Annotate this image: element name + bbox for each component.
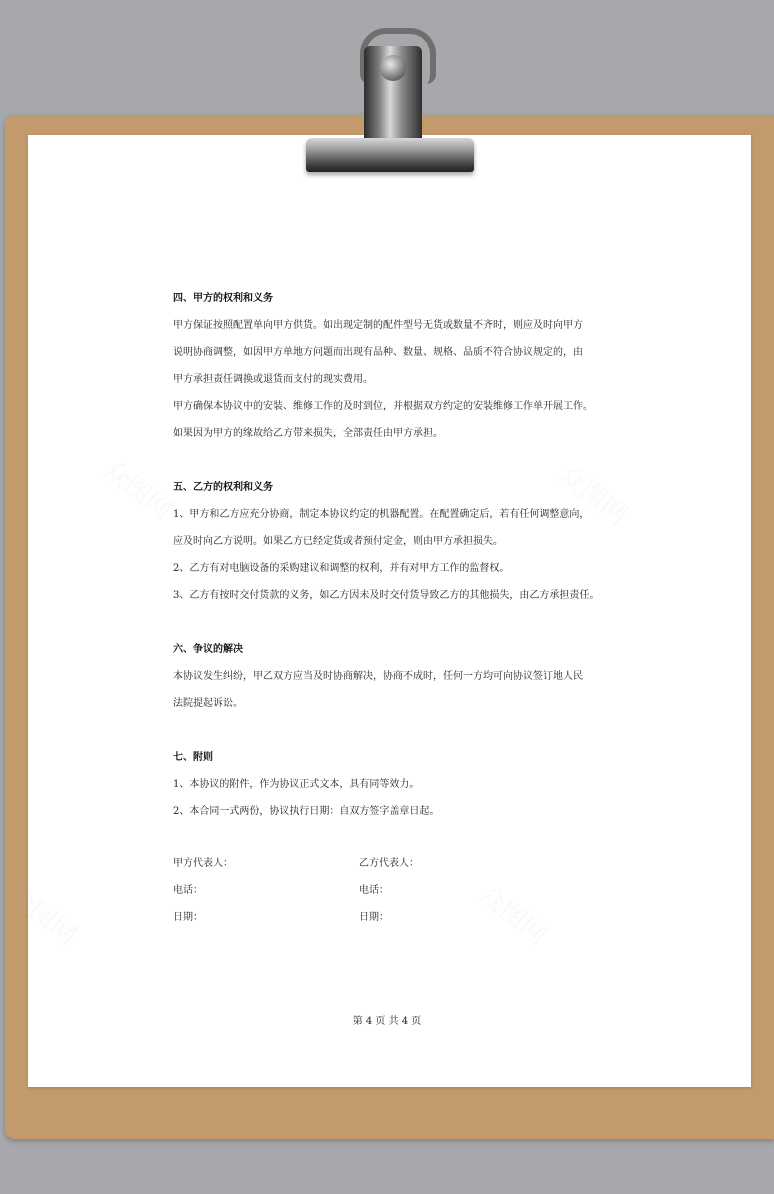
paragraph-line: 3、乙方有按时交付货款的义务，如乙方因未及时交付货导致乙方的其他损失，由乙方承担责任。 [173,590,600,601]
party-a-representative-label: 甲方代表人： [173,858,233,869]
paragraph-line: 如果因为甲方的缘故给乙方带来损失，全部责任由甲方承担。 [173,428,443,439]
watermark: 众图网 [552,459,633,532]
section-heading: 四、甲方的权利和义务 [173,293,273,304]
section-heading: 五、乙方的权利和义务 [173,482,273,493]
paragraph-line: 1、甲方和乙方应充分协商，制定本协议约定的机器配置。在配置确定后，若有任何调整意向， [173,509,590,520]
section-heading: 六、争议的解决 [173,644,243,655]
paragraph-line: 2、乙方有对电脑设备的采购建议和调整的权利，并有对甲方工作的监督权。 [173,563,510,574]
paragraph-line: 2、本合同一式两份，协议执行日期：自双方签字盖章日起。 [173,806,440,817]
binder-clip-ring [360,28,436,84]
binder-clip-rivet [380,55,406,81]
party-b-date-label: 日期： [359,912,389,923]
watermark: 众图网 [472,879,553,952]
paragraph-line: 甲方确保本协议中的安装、维修工作的及时到位，并根据双方约定的安装维修工作单开展工作。 [173,401,593,412]
section-heading: 七、附则 [173,752,213,763]
paragraph-line: 甲方保证按照配置单向甲方供货。如出现定制的配件型号无货或数量不齐时，则应及时向甲方 [173,320,583,331]
page-number: 第 4 页 共 4 页 [352,1016,422,1027]
watermark: 众图网 [2,879,83,952]
paragraph-line: 说明协商调整，如因甲方单地方问题而出现有品种、数量、规格、品质不符合协议规定的，由 [173,347,583,358]
paragraph-line: 本协议发生纠纷，甲乙双方应当及时协商解决，协商不成时，任何一方均可向协议签订地人民 [173,671,583,682]
party-a-date-label: 日期： [173,912,203,923]
watermark: 众图网 [97,454,178,527]
paragraph-line: 甲方承担责任调换或退货而支付的现实费用。 [173,374,373,385]
party-a-phone-label: 电话： [173,885,203,896]
paragraph-line: 1、本协议的附件，作为协议正式文本，具有同等效力。 [173,779,420,790]
paper-sheet [28,135,751,1087]
paragraph-line: 法院提起诉讼。 [173,698,243,709]
paragraph-line: 应及时向乙方说明。如果乙方已经定货或者预付定金，则由甲方承担损失。 [173,536,503,547]
party-b-representative-label: 乙方代表人： [359,858,419,869]
party-b-phone-label: 电话： [359,885,389,896]
